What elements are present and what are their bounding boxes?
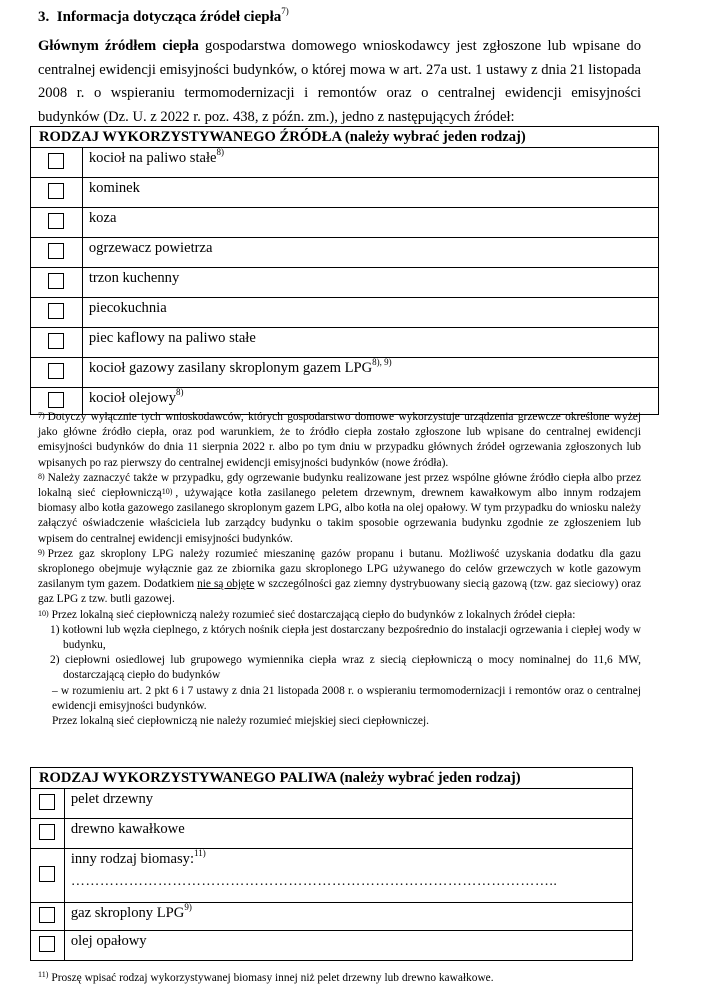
footnote-10-item-1: 1) kotłowni lub węzła cieplnego, z których nośnik ciepła jest dostarczany bezpośrednio do instalacji ogrzewania i ciepłej wody w budynku, xyxy=(50,623,641,652)
footnote-10: $^{10)}$ Przez lokalną sieć ciepłowniczą należy rozumieć sieć dostarczającą ciepło do budynków z lokalnych źródeł ciepła: xyxy=(38,608,576,621)
option-label: olej opałowy xyxy=(70,933,147,949)
heat-source-table xyxy=(30,126,659,415)
checkbox-heating-oil[interactable] xyxy=(39,936,55,952)
heat-source-row xyxy=(31,208,659,238)
footnote-11: $^{11)}$ Proszę wpisać rodzaj wykorzystywanej biomasy innej niż pelet drzewny lub drewno kawałkowe. xyxy=(38,970,494,984)
footnotes xyxy=(38,410,641,729)
checkbox-cooker-stove[interactable] xyxy=(48,303,64,319)
heat-source-row xyxy=(31,298,659,328)
option-label: trzon kuchenny xyxy=(88,270,180,286)
checkbox-wood-pellet[interactable] xyxy=(39,794,55,810)
checkbox-stove-koza[interactable] xyxy=(48,213,64,229)
heat-source-row xyxy=(31,358,659,388)
fuel-type-row xyxy=(31,849,633,903)
checkbox-kitchen-range[interactable] xyxy=(48,273,64,289)
checkbox-fireplace[interactable] xyxy=(48,183,64,199)
fuel-type-row xyxy=(31,931,633,961)
heat-source-table-header: RODZAJ WYKORZYSTYWANEGO ŹRÓDŁA (należy wybrać jeden rodzaj) xyxy=(31,127,659,148)
fuel-type-table xyxy=(30,767,633,961)
heat-source-row xyxy=(31,268,659,298)
option-label: koza xyxy=(88,210,117,226)
other-biomass-fill-line[interactable]: ……………………………………………………………………………………….. xyxy=(70,874,558,889)
option-label: pelet drzewny xyxy=(70,791,154,807)
option-label: gaz skroplony LPG xyxy=(70,905,185,921)
heat-source-row xyxy=(31,238,659,268)
checkbox-air-heater[interactable] xyxy=(48,243,64,259)
option-ref: 8) xyxy=(176,387,184,397)
checkbox-tiled-stove[interactable] xyxy=(48,333,64,349)
footnote-9: $^{9)}$ Przez gaz skroplony LPG należy rozumieć mieszaninę gazów propanu i butanu. Możliwość uzyskania dodatku dla gazu skroplonego obejmuje wyłącznie gaz ze zbiornika gazu skroplonego LPG używanego do celów grzewczych w kotle gazowym zasilanym tym gazem. Dodatkiem nie są objęte w szczególności gaz ziemny dystrybuowany siecią gazową (tzw. gaz sieciowy) oraz gaz LPG z tzw. butli gazowej. xyxy=(38,547,642,606)
heat-source-row xyxy=(31,148,659,178)
footnote-8: $^{8)}$ Należy zaznaczyć także w przypadku, gdy ogrzewanie budynku realizowane jest przez wspólne główne źródło ciepła albo przez lokalną sieć ciepłowniczą$^{10)}$ , używające kotła zasilanego peletem drzewnym, drewnem kawałkowym albo innym rodzajem biomasy albo kotła gazowego zasilanego skroplonym gazem LPG, albo kotła na olej opałowy. W tym przypadku do wniosku należy załączyć oświadczenie właściciela lub zarządcy budynku o takim sposobie ogrzewania budynku zgodnie ze zgłoszeniem lub wpisem do centralnej ewidencji emisyjności budynków. xyxy=(38,471,642,545)
option-ref: 8) xyxy=(216,147,225,157)
option-label: kocioł na paliwo stałe xyxy=(88,150,217,166)
option-label: ogrzewacz powietrza xyxy=(88,240,213,256)
intro-bold: Głównym źródłem ciepła xyxy=(38,38,199,54)
checkbox-oil-boiler[interactable] xyxy=(48,392,64,408)
section-title-ref: 7) xyxy=(281,6,289,16)
option-label: inny rodzaj biomasy: xyxy=(70,851,195,867)
footnote-10-item-2: 2) ciepłowni osiedlowej lub grupowego wymiennika ciepła wraz z siecią ciepłowniczą o mocy nominalnej do 11,6 MW, dostarczającą ciepło do budynków xyxy=(50,654,641,682)
fuel-type-row xyxy=(31,819,633,849)
section-heading xyxy=(38,6,289,26)
checkbox-firewood[interactable] xyxy=(39,824,55,840)
option-label: kocioł olejowy xyxy=(88,390,177,406)
option-label: kocioł gazowy zasilany skroplonym gazem LPG xyxy=(88,360,373,376)
checkbox-other-biomass[interactable] xyxy=(39,866,55,882)
heat-source-row xyxy=(31,328,659,358)
option-ref: 9) xyxy=(184,902,192,912)
footnote-7: $^{7)}$ Dotyczy wyłącznie tych wnioskodawców, których gospodarstwo domowe wykorzystuje urządzenia grzewcze określone wyżej jako główne źródło ciepła, oraz pod warunkiem, że to źródło ciepła zostało zgłoszone lub wpisane do centralnej ewidencji emisyjności budynków do dnia 11 sierpnia 2022 r. albo po tym dniu w przypadku głównych źródeł ogrzewania zgłoszonych lub wpisanych po raz pierwszy do centralnej ewidencji emisyjności budynków (nowe źródła). xyxy=(38,411,641,469)
checkbox-lpg-gas[interactable] xyxy=(39,907,55,923)
intro-paragraph xyxy=(38,35,641,129)
option-label: piecokuchnia xyxy=(88,300,167,316)
heat-source-row xyxy=(31,178,659,208)
fuel-type-table-header: RODZAJ WYKORZYSTYWANEGO PALIWA (należy wybrać jeden rodzaj) xyxy=(31,768,633,789)
footnote-10-last: Przez lokalną sieć ciepłowniczą nie należy rozumieć miejskiej sieci ciepłowniczej. xyxy=(52,715,429,728)
checkbox-solid-fuel-boiler[interactable] xyxy=(48,153,64,169)
option-label: kominek xyxy=(88,180,140,196)
section-number: 3. xyxy=(38,9,50,25)
checkbox-lpg-gas-boiler[interactable] xyxy=(48,363,64,379)
fuel-type-row xyxy=(31,903,633,931)
option-ref: 11) xyxy=(194,848,206,858)
option-ref: 8), 9) xyxy=(372,357,392,367)
option-label: drewno kawałkowe xyxy=(70,821,185,837)
intro-text: gospodarstwa domowego wnioskodawcy jest zgłoszone lub wpisane do centralnej ewidencji emisyjności budynków, o której mowa w art. 27a ust. 1 ustawy z dnia 21 listopada 2008 r. o wspieraniu termomodernizacji i remontów oraz o centralnej ewidencji emisyjności budynków (Dz. U. z 2022 r. poz. 438, z późn. zm.), jedno z następujących źródeł: xyxy=(38,38,641,125)
fuel-type-row xyxy=(31,789,633,819)
footnote-10-dash: – w rozumieniu art. 2 pkt 6 i 7 ustawy z dnia 21 listopada 2008 r. o wspieraniu termomodernizacji i remontów oraz o centralnej ewidencji emisyjności budynków. xyxy=(52,684,641,712)
section-title: Informacja dotycząca źródeł ciepła xyxy=(56,9,282,25)
option-label: piec kaflowy na paliwo stałe xyxy=(88,330,256,346)
